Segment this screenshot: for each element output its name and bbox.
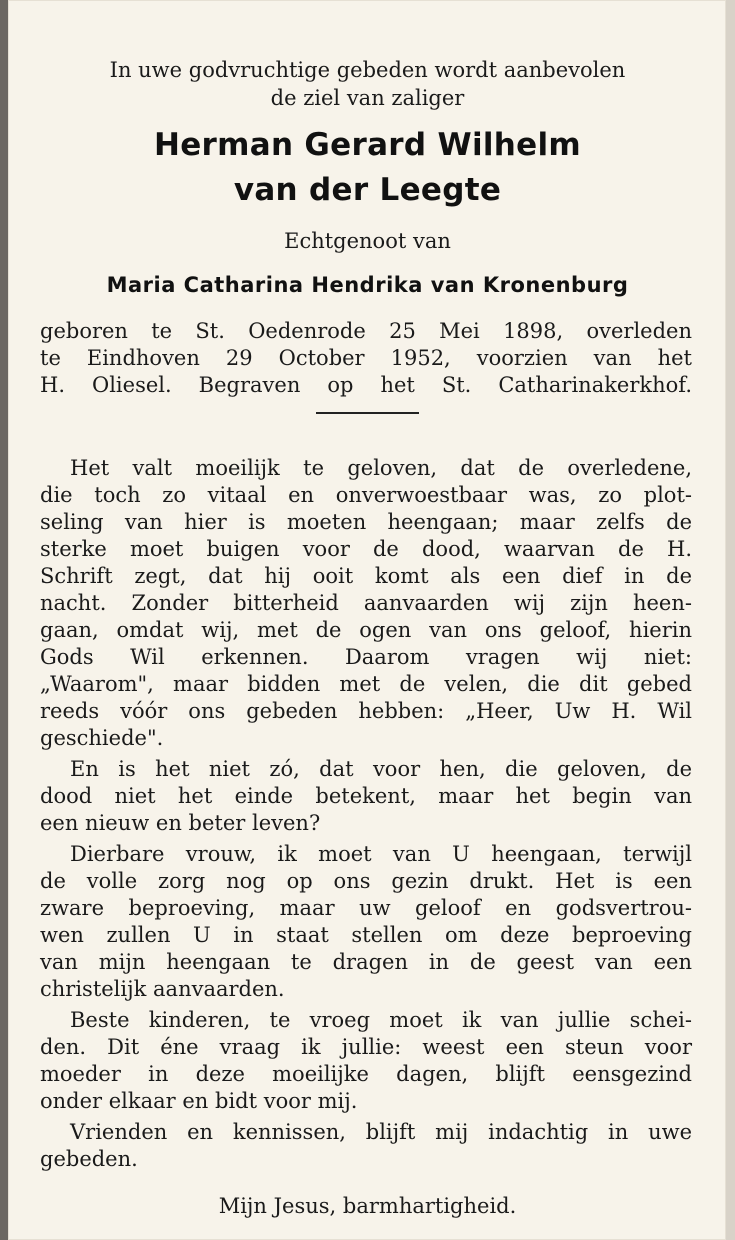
closing-prayer: Mijn Jesus, barmhartigheid. [218, 1194, 517, 1218]
intro-line-1: In uwe godvruchtige gebeden wordt aanbevolen [109, 58, 626, 82]
details-line: geboren te St. Oedenrode 25 Mei 1898, overleden [40, 319, 692, 343]
body-line: Schrift zegt, dat hij ooit komt als een dief in de [40, 564, 692, 588]
body-line: een nieuw en beter leven? [40, 811, 321, 835]
body-line: den. Dit éne vraag ik jullie: weest een steun voor [40, 1035, 692, 1059]
deceased-name-line-2: van der Leegte [233, 172, 502, 208]
spouse-name: Maria Catharina Hendrika van Kronenburg [106, 273, 629, 297]
body-line: gebeden. [40, 1147, 138, 1171]
body-line: dood niet het einde betekent, maar het begin van [40, 784, 692, 808]
body-line: „Waarom", maar bidden met de velen, die dit gebed [40, 672, 692, 696]
body-line: geschiede". [40, 726, 164, 750]
details-line: H. Oliesel. Begraven op het St. Catharinakerkhof. [40, 373, 692, 397]
body-line: moeder in deze moeilijke dagen, blijft eensgezind [40, 1062, 692, 1086]
body-line: christelijk aanvaarden. [40, 977, 285, 1001]
body-line: onder elkaar en bidt voor mij. [40, 1089, 358, 1113]
body-line: Vrienden en kennissen, blijft mij indachtig in uwe [70, 1120, 692, 1144]
body-line: sterke moet buigen voor de dood, waarvan de H. [40, 537, 692, 561]
body-line: de volle zorg nog op ons gezin drukt. Het is een [40, 869, 692, 893]
body-line: nacht. Zonder bitterheid aanvaarden wij zijn heen- [40, 591, 692, 615]
body-line: Het valt moeilijk te geloven, dat de overledene, [70, 456, 692, 480]
body-line: wen zullen U in staat stellen om deze beproeving [40, 923, 692, 947]
body-line: die toch zo vitaal en onverwoestbaar was, zo plot- [40, 483, 692, 507]
intro-line-2: de ziel van zaliger [270, 86, 465, 110]
details-line: te Eindhoven 29 October 1952, voorzien van het [40, 346, 692, 370]
body-line: En is het niet zó, dat voor hen, die geloven, de [70, 757, 692, 781]
divider-rule [316, 412, 419, 414]
body-line: van mijn heengaan te dragen in de geest van een [40, 950, 692, 974]
body-line: Beste kinderen, te vroeg moet ik van jullie schei- [70, 1008, 692, 1032]
body-line: reeds vóór ons gebeden hebben: „Heer, Uw H. Wil [40, 699, 692, 723]
body-line: Dierbare vrouw, ik moet van U heengaan, terwijl [70, 842, 692, 866]
body-line: zware beproeving, maar uw geloof en godsvertrou- [40, 896, 692, 920]
body-line: gaan, omdat wij, met de ogen van ons geloof, hierin [40, 618, 692, 642]
spouse-label: Echtgenoot van [284, 229, 451, 253]
body-line: Gods Wil erkennen. Daarom vragen wij niet: [40, 645, 692, 669]
body-line: seling van hier is moeten heengaan; maar zelfs de [40, 510, 692, 534]
deceased-name-line-1: Herman Gerard Wilhelm [153, 127, 582, 163]
